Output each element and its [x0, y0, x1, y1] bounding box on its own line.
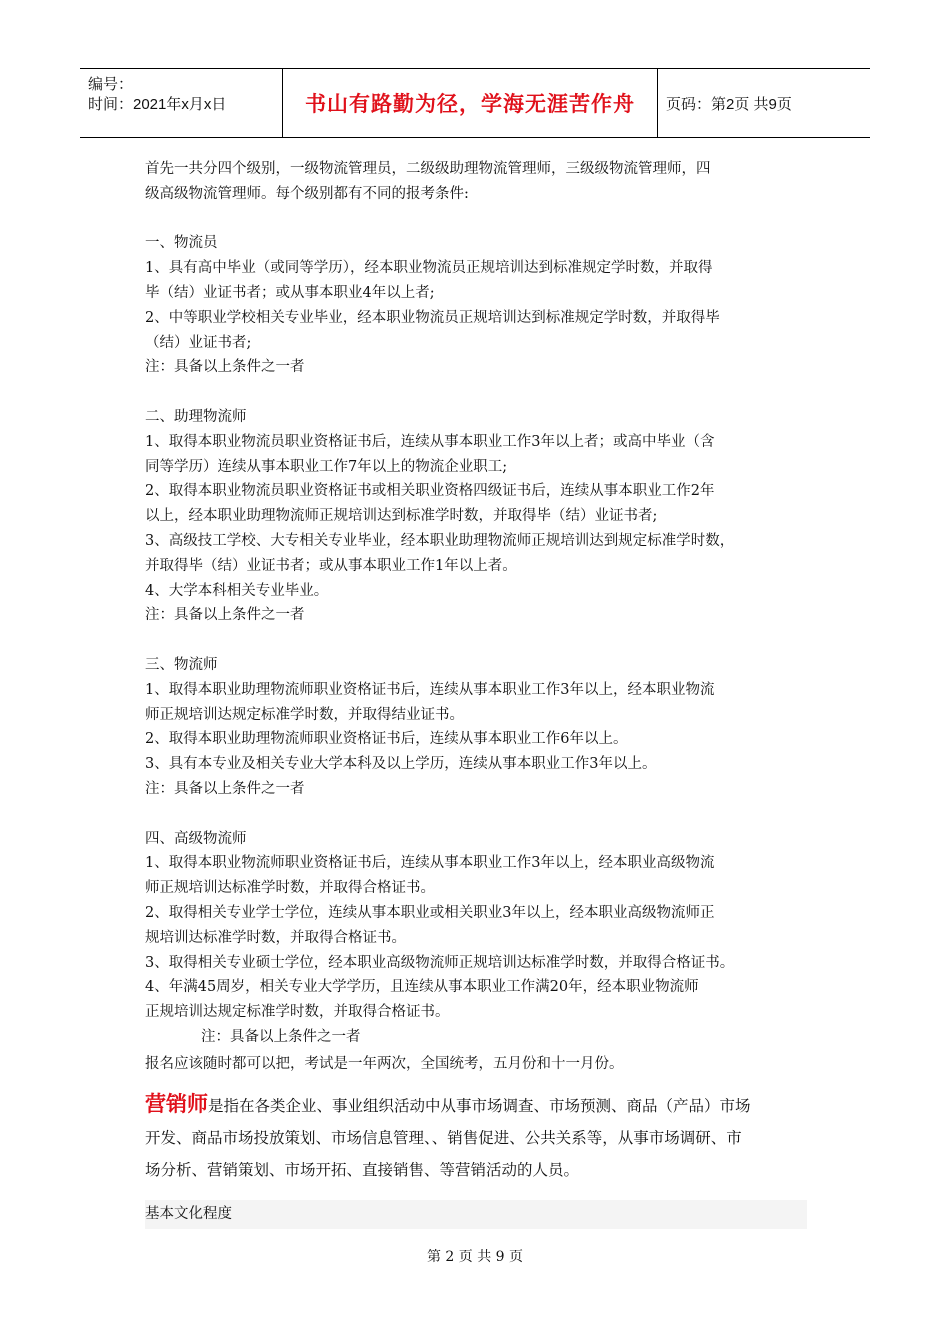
header-page-label: 页码：第2页 共9页	[666, 95, 792, 113]
number-label: 编号：	[88, 76, 134, 93]
section-line: 3、高级技工学校、大专相关专业毕业，经本职业助理物流师正规培训达到规定标准学时数，	[145, 532, 735, 549]
marketing-keyword: 营销师	[145, 1092, 208, 1117]
section-line: 同等学历）连续从事本职业工作7年以上的物流企业职工;	[145, 458, 508, 475]
basic-education-heading: 基本文化程度	[145, 1200, 807, 1229]
registration-info: 报名应该随时都可以把，考试是一年两次，全国统考，五月份和十一月份。	[145, 1055, 624, 1072]
marketing-line: 场分析、营销策划、市场开拓、直接销售、等营销活动的人员。	[145, 1161, 580, 1180]
section-line: 师正规培训达规定标准学时数，并取得结业证书。	[145, 706, 464, 723]
marketing-line: 是指在各类企业、事业组织活动中从事市场调查、市场预测、商品（产品）市场	[208, 1097, 751, 1116]
section-title: 四、高级物流师	[145, 830, 247, 847]
section-line: 以上，经本职业助理物流师正规培训达到标准学时数，并取得毕（结）业证书者;	[145, 508, 658, 525]
section-line: 师正规培训达标准学时数，并取得合格证书。	[145, 880, 435, 897]
section-line: 毕（结）业证书者；或从事本职业4年以上者;	[145, 284, 435, 301]
section-line: 并取得毕（结）业证书者；或从事本职业工作1年以上者。	[145, 557, 517, 574]
section-logistician	[145, 653, 820, 802]
intro-line: 级高级物流管理师。每个级别都有不同的报考条件:	[145, 185, 469, 202]
section-line: 3、具有本专业及相关专业大学本科及以上学历，连续从事本职业工作3年以上。	[145, 756, 657, 773]
section-note: 注：具备以上条件之一者	[145, 607, 305, 624]
marketing-line: 开发、商品市场投放策划、市场信息管理、、销售促进、公共关系等，从事市场调研、市	[145, 1129, 742, 1148]
section-note: 注：具备以上条件之一者	[145, 359, 305, 376]
section-line: 1、取得本职业物流员职业资格证书后，连续从事本职业工作3年以上者；或高中毕业（含	[145, 433, 715, 450]
section-logistics-clerk	[145, 231, 820, 380]
section-line: 2、取得本职业助理物流师职业资格证书后，连续从事本职业工作6年以上。	[145, 731, 628, 748]
section-line: 1、取得本职业物流师职业资格证书后，连续从事本职业工作3年以上，经本职业高级物流	[145, 855, 715, 872]
section-title: 一、物流员	[145, 235, 218, 252]
final-note: 注：具备以上条件之一者	[201, 1028, 361, 1045]
document-body	[145, 157, 820, 1229]
section-line: （结）业证书者;	[145, 334, 252, 351]
section-line: 规培训达标准学时数，并取得合格证书。	[145, 929, 406, 946]
section-title: 二、助理物流师	[145, 408, 247, 425]
intro-line: 首先一共分四个级别，一级物流管理员，二级级助理物流管理师，三级级物流管理师，四	[145, 161, 711, 177]
section-assistant-logistician	[145, 405, 820, 628]
section-line: 2、取得相关专业学士学位，连续从事本职业或相关职业3年以上，经本职业高级物流师正	[145, 904, 715, 921]
marketing-paragraph	[145, 1088, 820, 1186]
section-line: 2、中等职业学校相关专业毕业，经本职业物流员正规培训达到标准规定学时数，并取得毕	[145, 309, 720, 326]
section-line: 3、取得相关专业硕士学位，经本职业高级物流师正规培训达标准学时数，并取得合格证书。	[145, 954, 735, 971]
section-line: 1、具有高中毕业（或同等学历），经本职业物流员正规培训达到标准规定学时数，并取得	[145, 260, 713, 277]
time-label: 时间：2021年x月x日	[88, 96, 227, 113]
page-header	[80, 68, 870, 138]
header-motto: 书山有路勤为径，学海无涯苦作舟	[283, 69, 658, 137]
section-line: 1、取得本职业助理物流师职业资格证书后，连续从事本职业工作3年以上，经本职业物流	[145, 681, 715, 698]
section-line: 4、年满45周岁，相关专业大学学历，且连续从事本职业工作满20年，经本职业物流师	[145, 979, 699, 996]
section-line: 正规培训达规定标准学时数，并取得合格证书。	[145, 1004, 450, 1021]
section-line: 4、大学本科相关专业毕业。	[145, 582, 329, 599]
page-footer: 第 2 页 共 9 页	[426, 1249, 524, 1265]
section-senior-logistician	[145, 827, 820, 1025]
section-note: 注：具备以上条件之一者	[145, 780, 305, 797]
section-title: 三、物流师	[145, 656, 218, 673]
section-line: 2、取得本职业物流员职业资格证书或相关职业资格四级证书后，连续从事本职业工作2年	[145, 483, 715, 500]
header-meta	[80, 69, 283, 137]
